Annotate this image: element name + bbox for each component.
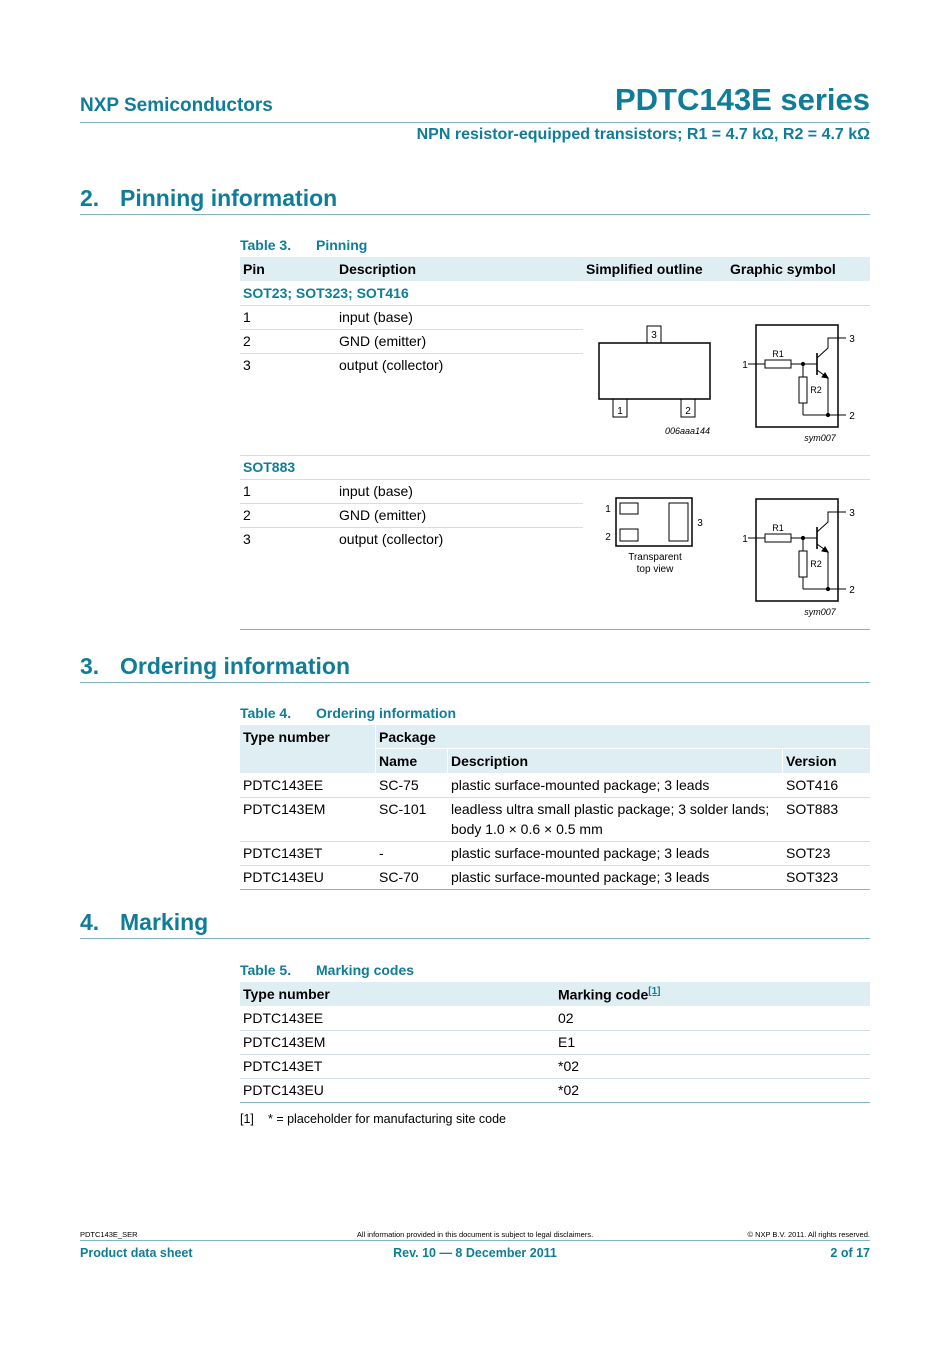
cell-type: PDTC143ET <box>243 845 323 861</box>
col-header <box>558 986 660 1003</box>
col-header: Description <box>451 753 529 769</box>
sot23-outline-drawing <box>599 326 710 436</box>
cell-version: SOT883 <box>786 801 839 817</box>
cell-marking-code: *02 <box>558 1058 580 1074</box>
group-header: SOT23; SOT323; SOT416 <box>243 285 409 301</box>
sot883-outline-drawing <box>605 498 703 575</box>
pin-number: 1 <box>243 309 251 325</box>
table-title: Pinning <box>316 237 368 253</box>
section-number: 4. <box>80 909 100 935</box>
footnote-text: * = placeholder for manufacturing site code <box>268 1112 506 1126</box>
cell-marking-code: 02 <box>558 1010 574 1026</box>
col-header: Name <box>379 753 418 769</box>
col-header: Graphic symbol <box>730 261 836 277</box>
cell-desc: plastic surface-mounted package; 3 leads <box>451 845 710 861</box>
cell-marking-code: E1 <box>558 1034 576 1050</box>
revision: Rev. 10 — 8 December 2011 <box>393 1246 557 1260</box>
cell-type: PDTC143EM <box>243 1034 326 1050</box>
col-header-label: Marking code <box>558 986 649 1003</box>
pin-description: output (collector) <box>339 531 444 547</box>
svg-text:3: 3 <box>849 508 855 519</box>
svg-text:1: 1 <box>605 504 611 515</box>
col-header: Package <box>379 729 436 745</box>
company-name: NXP Semiconductors <box>80 95 273 116</box>
cell-type: PDTC143ET <box>243 1058 323 1074</box>
graphic-symbol-transistor <box>742 325 855 443</box>
svg-text:006aaa144: 006aaa144 <box>664 426 710 436</box>
pin-number: 3 <box>243 531 251 547</box>
svg-text:3: 3 <box>651 330 657 341</box>
section-number: 3. <box>80 653 100 679</box>
col-header: Version <box>786 753 837 769</box>
copyright: © NXP B.V. 2011. All rights reserved. <box>747 1230 870 1239</box>
col-header: Type number <box>243 986 330 1002</box>
svg-text:1: 1 <box>742 360 748 371</box>
svg-text:sym007: sym007 <box>804 433 836 443</box>
pin-description: input (base) <box>339 309 413 325</box>
disclaimer: All information provided in this document is subject to legal disclaimers. <box>356 1230 594 1239</box>
section-title: Ordering information <box>120 653 350 679</box>
cell-name: SC-101 <box>379 801 427 817</box>
section-number: 2. <box>80 185 100 211</box>
doc-type: Product data sheet <box>80 1246 193 1260</box>
col-header: Type number <box>243 729 330 745</box>
group-header: SOT883 <box>243 459 296 475</box>
svg-text:1: 1 <box>617 406 623 417</box>
pin-description: GND (emitter) <box>339 507 427 523</box>
document-title: PDTC143E series <box>614 82 870 117</box>
svg-text:2: 2 <box>849 585 855 596</box>
footnote-ref: [1] <box>240 1112 254 1126</box>
cell-version: SOT23 <box>786 845 831 861</box>
svg-text:R2: R2 <box>810 385 822 395</box>
svg-text:Transparent: Transparent <box>628 552 682 563</box>
cell-type: PDTC143EE <box>243 1010 324 1026</box>
svg-text:3: 3 <box>849 334 855 345</box>
pin-description: input (base) <box>339 483 413 499</box>
page-number: 2 of 17 <box>830 1246 870 1260</box>
section-title: Pinning information <box>120 185 338 211</box>
svg-text:2: 2 <box>685 406 691 417</box>
cell-type: PDTC143EU <box>243 1082 324 1098</box>
svg-text:sym007: sym007 <box>804 607 836 617</box>
section-title: Marking <box>120 909 209 935</box>
cell-version: SOT416 <box>786 777 839 793</box>
pin-description: output (collector) <box>339 357 444 373</box>
col-header: Pin <box>243 261 265 277</box>
cell-name: - <box>379 845 384 861</box>
table-label: Table 3. <box>240 237 292 253</box>
svg-text:R1: R1 <box>772 349 784 359</box>
graphic-symbol-transistor <box>742 499 855 617</box>
doc-id: PDTC143E_SER <box>80 1230 138 1239</box>
cell-marking-code: *02 <box>558 1082 580 1098</box>
cell-type: PDTC143EM <box>243 801 326 817</box>
svg-text:2: 2 <box>849 411 855 422</box>
cell-desc-cont: body 1.0 × 0.6 × 0.5 mm <box>451 821 603 837</box>
svg-text:top view: top view <box>636 564 674 575</box>
document-subtitle: NPN resistor-equipped transistors; R1 = 4.7 kΩ, R2 = 4.7 kΩ <box>416 126 870 143</box>
table-label: Table 5. <box>240 962 292 978</box>
svg-text:R1: R1 <box>772 523 784 533</box>
col-header: Description <box>339 261 417 277</box>
pin-number: 2 <box>243 507 251 523</box>
pin-description: GND (emitter) <box>339 333 427 349</box>
svg-text:2: 2 <box>605 532 611 543</box>
cell-type: PDTC143EE <box>243 777 324 793</box>
cell-name: SC-75 <box>379 777 419 793</box>
pin-number: 3 <box>243 357 251 373</box>
table-label: Table 4. <box>240 705 292 721</box>
pin-number: 1 <box>243 483 251 499</box>
cell-desc: leadless ultra small plastic package; 3 solder lands; <box>451 801 770 817</box>
cell-version: SOT323 <box>786 869 839 885</box>
svg-text:3: 3 <box>697 518 703 529</box>
pin-number: 2 <box>243 333 251 349</box>
cell-type: PDTC143EU <box>243 869 324 885</box>
cell-desc: plastic surface-mounted package; 3 leads <box>451 869 710 885</box>
table-title: Marking codes <box>316 962 415 978</box>
table-title: Ordering information <box>316 705 456 721</box>
cell-name: SC-70 <box>379 869 419 885</box>
cell-desc: plastic surface-mounted package; 3 leads <box>451 777 710 793</box>
svg-text:R2: R2 <box>810 559 822 569</box>
svg-text:1: 1 <box>742 534 748 545</box>
footnote-link[interactable]: [1] <box>648 986 661 997</box>
col-header: Simplified outline <box>586 261 703 277</box>
